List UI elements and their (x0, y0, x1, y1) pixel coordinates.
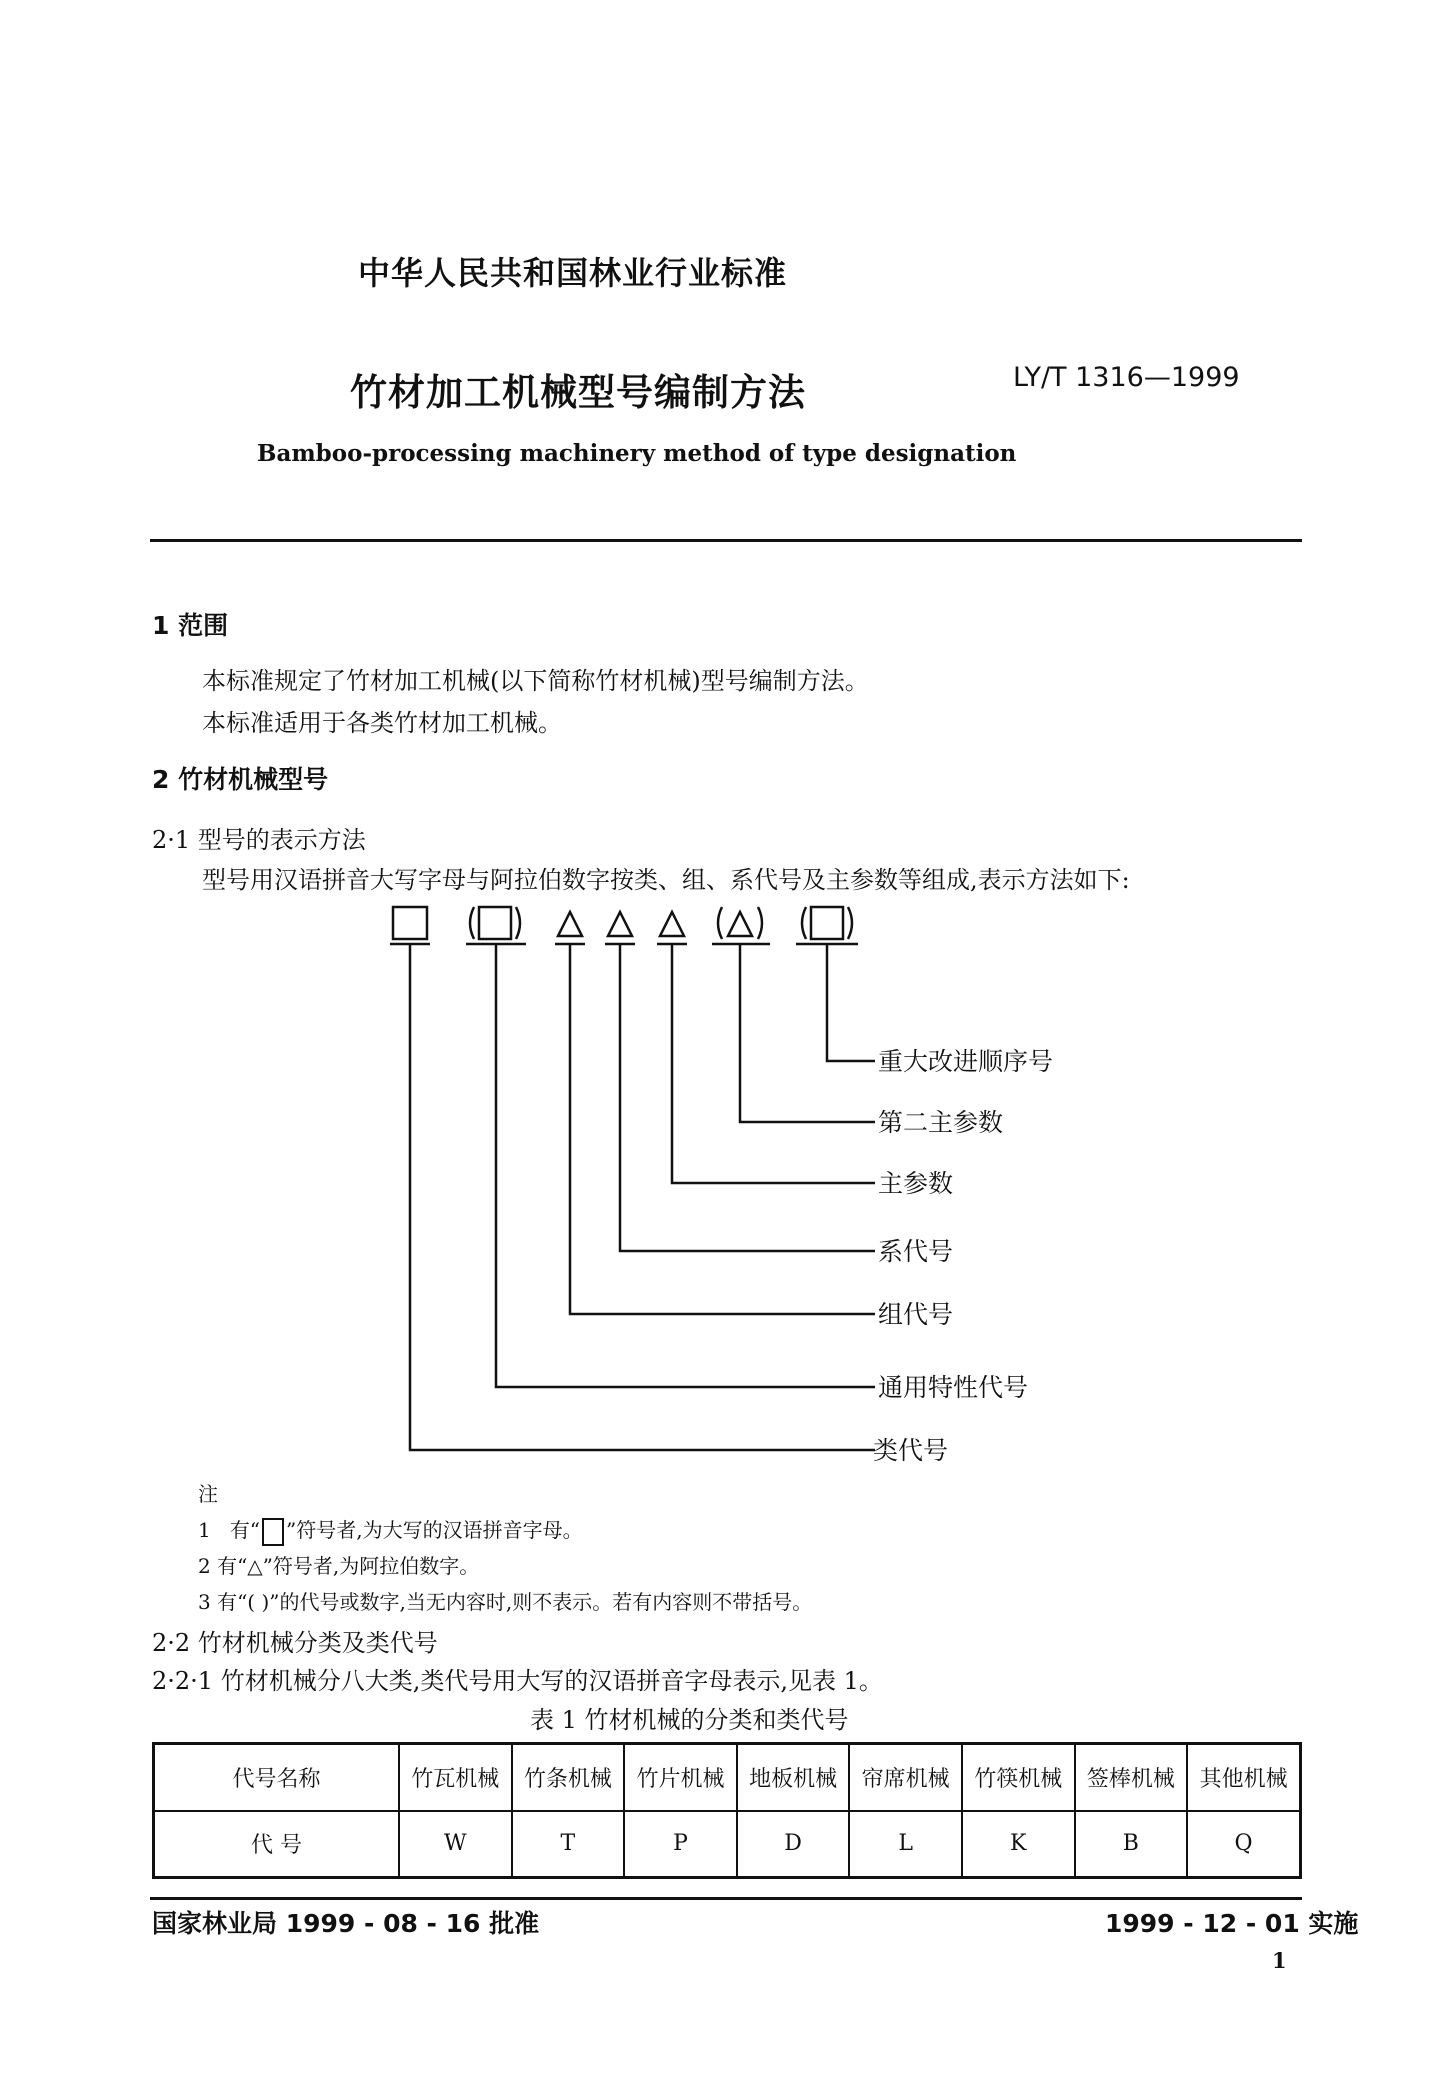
table-cell: 竹瓦机械 (399, 1744, 512, 1811)
table-cell: K (962, 1811, 1075, 1878)
implementation-date: 1999 - 12 - 01 实施 (1105, 1909, 1359, 1938)
section-2-1-text: 型号用汉语拼音大写字母与阿拉伯数字按类、组、系代号及主参数等组成,表示方法如下: (202, 866, 1130, 894)
note-2: 2 有“△”符号者,为阿拉伯数字。 (198, 1554, 480, 1578)
table-cell: 其他机械 (1187, 1744, 1300, 1811)
class-code-square (393, 907, 427, 939)
table-row (154, 1811, 1301, 1878)
note-3: 3 有“( )”的代号或数字,当无内容时,则不表示。若有内容则不带括号。 (198, 1590, 813, 1614)
label-second-param: 第二主参数 (878, 1108, 1004, 1137)
section-2-heading: 2 竹材机械型号 (152, 765, 329, 794)
note-1-prefix: 有“ (229, 1518, 261, 1542)
note-1-number: 1 (198, 1518, 211, 1542)
feature-code-square (479, 907, 511, 939)
standard-code: LY/T 1316—1999 (1013, 362, 1240, 393)
table-row-header: 代 号 (154, 1811, 400, 1878)
standard-org-title: 中华人民共和国林业行业标准 (358, 254, 788, 292)
section-1-paragraph-2: 本标准适用于各类竹材加工机械。 (202, 709, 562, 737)
label-feature-code: 通用特性代号 (878, 1373, 1029, 1402)
section-1-heading: 1 范围 (152, 611, 229, 640)
table-cell: 地板机械 (737, 1744, 850, 1811)
label-main-param: 主参数 (878, 1169, 954, 1198)
section-2-1-heading: 2·1 型号的表示方法 (152, 826, 366, 854)
group-triangle (558, 912, 582, 936)
table-row-header: 代号名称 (154, 1744, 400, 1811)
table-row (154, 1744, 1301, 1811)
leader-class (410, 944, 875, 1450)
note-heading: 注 (198, 1482, 218, 1506)
table-cell: 竹条机械 (512, 1744, 625, 1811)
table-cell: B (1075, 1811, 1188, 1878)
table-caption: 表 1 竹材机械的分类和类代号 (530, 1706, 849, 1734)
note-1-text: ”符号者,为大写的汉语拼音字母。 (286, 1518, 583, 1542)
section-2-2-1-text: 2·2·1 竹材机械分八大类,类代号用大写的汉语拼音字母表示,见表 1。 (152, 1667, 883, 1695)
document-title: 竹材加工机械型号编制方法 (350, 371, 806, 414)
left-paren (470, 907, 474, 939)
section-1-paragraph-1: 本标准规定了竹材加工机械(以下简称竹材机械)型号编制方法。 (202, 667, 869, 695)
section-2-2-heading: 2·2 竹材机械分类及类代号 (152, 1629, 438, 1657)
label-class-code: 类代号 (873, 1436, 949, 1465)
leader-improvement (827, 944, 875, 1061)
square-symbol-icon (262, 1518, 284, 1546)
leader-main-param (672, 944, 875, 1183)
page-number: 1 (1272, 1948, 1287, 1973)
leader-feature (496, 944, 875, 1387)
label-series-code: 系代号 (878, 1237, 954, 1266)
table-cell: T (512, 1811, 625, 1878)
main-param-triangle (660, 912, 684, 936)
classification-table (152, 1742, 1302, 1879)
english-title: Bamboo-processing machinery method of type designation (257, 440, 1017, 467)
table-cell: L (849, 1811, 962, 1878)
table-cell: P (624, 1811, 737, 1878)
leader-series (620, 944, 875, 1251)
label-improvement: 重大改进顺序号 (878, 1047, 1054, 1076)
table-cell: D (737, 1811, 850, 1878)
table-cell: 帘席机械 (849, 1744, 962, 1811)
approval-date: 国家林业局 1999 - 08 - 16 批准 (152, 1909, 540, 1938)
footer-rule (150, 1897, 1302, 1900)
improvement-square (811, 907, 843, 939)
table-cell: W (399, 1811, 512, 1878)
label-group-code: 组代号 (878, 1300, 954, 1329)
second-param-triangle (728, 912, 752, 936)
table-cell: 竹筷机械 (962, 1744, 1075, 1811)
series-triangle (608, 912, 632, 936)
right-paren (516, 907, 520, 939)
table-cell: 签棒机械 (1075, 1744, 1188, 1811)
table-cell: 竹片机械 (624, 1744, 737, 1811)
note-1 (198, 1514, 583, 1546)
table-cell: Q (1187, 1811, 1300, 1878)
leader-group (570, 944, 875, 1314)
leader-second-param (740, 944, 875, 1122)
